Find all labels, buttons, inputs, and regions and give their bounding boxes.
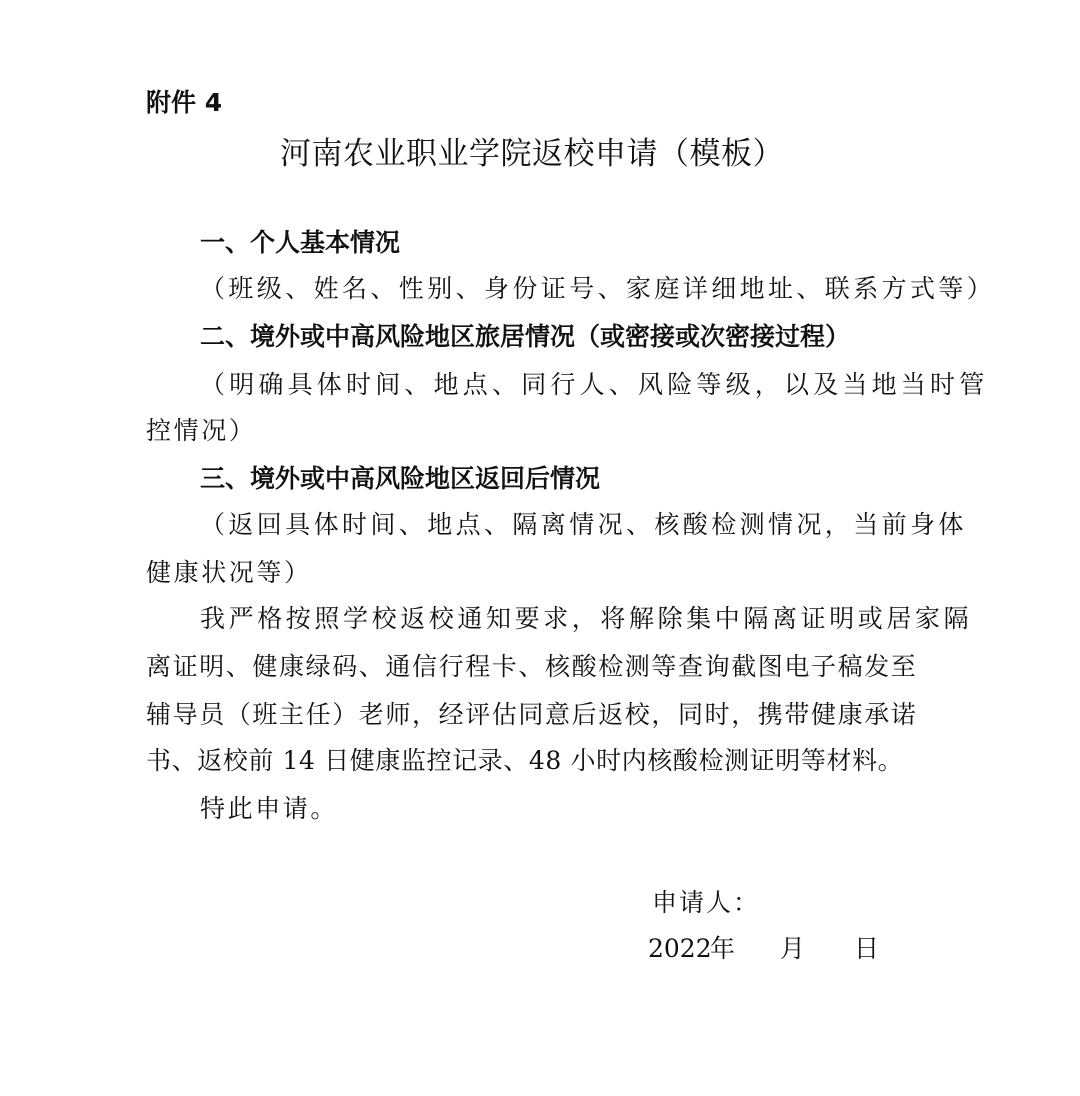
section-2-line-1: （明确具体时间、地点、同行人、风险等级，以及当地当时管 (200, 370, 989, 399)
document-title: 河南农业职业学院返校申请（模板） (280, 136, 784, 172)
applicant-label: 申请人： (652, 888, 761, 917)
attachment-label: 附件 4 (146, 88, 223, 117)
date-row (648, 932, 879, 966)
section-3-line-2: 健康状况等） (146, 558, 312, 587)
section-2-heading: 二、境外或中高风险地区旅居情况（或密接或次密接过程） (200, 322, 851, 351)
date-year: 2022 (648, 934, 712, 963)
date-month-unit: 月 (780, 934, 806, 963)
section-3-line-1: （返回具体时间、地点、隔离情况、核酸检测情况，当前身体 (200, 510, 967, 539)
section-1-line-1: （班级、姓名、性别、身份证号、家庭详细地址、联系方式等） (200, 274, 996, 303)
section-1-heading: 一、个人基本情况 (200, 228, 401, 257)
commitment-line-3: 辅导员（班主任）老师，经评估同意后返校，同时，携带健康承诺 (146, 700, 918, 729)
commitment-line-2: 离证明、健康绿码、通信行程卡、核酸检测等查询截图电子稿发至 (146, 652, 918, 681)
commitment-line-1: 我严格按照学校返校通知要求，将解除集中隔离证明或居家隔 (200, 604, 973, 633)
date-year-unit: 年 (710, 934, 736, 963)
date-day-unit: 日 (854, 934, 880, 963)
closing-text: 特此申请。 (200, 794, 339, 823)
commitment-line-4: 书、返校前 14 日健康监控记录、48 小时内核酸检测证明等材料。 (146, 746, 904, 775)
section-3-heading: 三、境外或中高风险地区返回后情况 (200, 464, 601, 493)
section-2-line-2: 控情况） (146, 416, 257, 445)
